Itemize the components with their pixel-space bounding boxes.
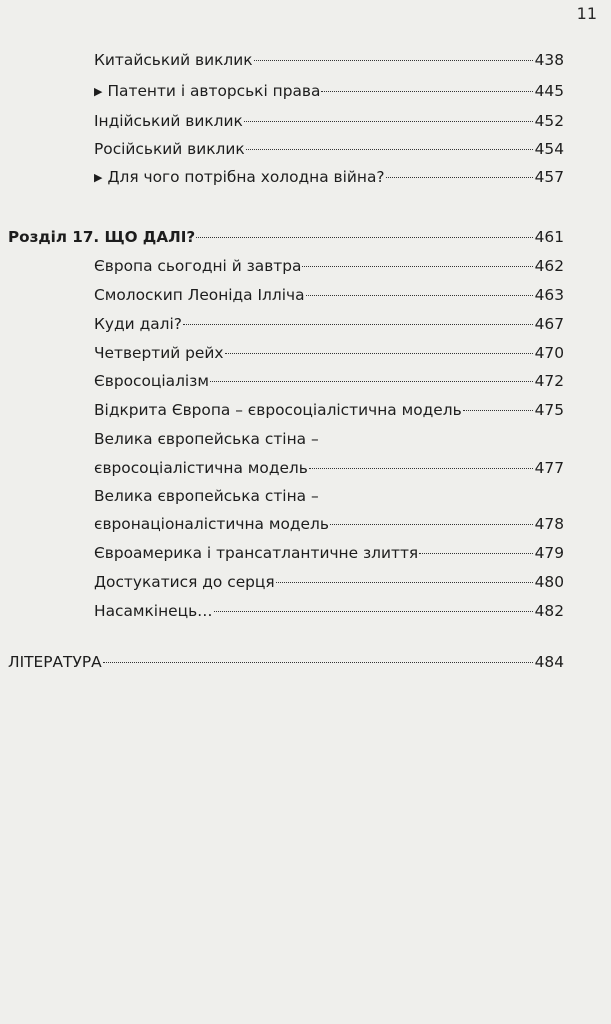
entry-page: 472 xyxy=(534,372,564,390)
dot-leader xyxy=(463,410,533,411)
entry-page: 479 xyxy=(534,544,564,562)
dot-leader xyxy=(386,177,533,178)
entry-page: 475 xyxy=(534,401,564,419)
toc-entry[interactable] xyxy=(94,111,564,131)
entry-page: 462 xyxy=(534,257,564,275)
entry-page: 477 xyxy=(534,459,564,477)
entry-page: 438 xyxy=(534,51,564,69)
entry-page: 445 xyxy=(534,82,564,100)
entry-title: ЛІТЕРАТУРА xyxy=(8,653,102,671)
entry-title: Смолоскип Леоніда Ілліча xyxy=(94,286,305,304)
toc-entry[interactable] xyxy=(94,50,564,70)
entry-title: Патенти і авторські права xyxy=(107,82,321,100)
triangle-right-icon: ▶ xyxy=(94,85,103,98)
entry-page: 480 xyxy=(534,573,564,591)
toc-entry[interactable] xyxy=(94,167,564,189)
toc-entry[interactable] xyxy=(94,314,564,334)
dot-leader xyxy=(419,553,532,554)
entry-title: Четвертий рейх xyxy=(94,344,224,362)
dot-leader xyxy=(330,524,533,525)
dot-leader xyxy=(246,149,533,150)
entry-title: Індійський виклик xyxy=(94,112,243,130)
dot-leader xyxy=(196,237,532,238)
entry-title: євронаціоналістична модель xyxy=(94,515,329,533)
dot-leader xyxy=(309,468,533,469)
toc-entry[interactable] xyxy=(94,256,564,276)
entry-page: 482 xyxy=(534,602,564,620)
entry-title: Відкрита Європа – євросоціалістична модель xyxy=(94,401,462,419)
dot-leader xyxy=(321,91,532,92)
entry-page: 484 xyxy=(534,653,564,671)
toc-entry[interactable] xyxy=(94,139,564,159)
entry-page: 454 xyxy=(534,140,564,158)
dot-leader xyxy=(225,353,533,354)
toc-entry[interactable] xyxy=(94,371,564,391)
entry-title: Китайський виклик xyxy=(94,51,253,69)
toc-entry[interactable] xyxy=(94,400,564,420)
entry-title: Для чого потрібна холодна війна? xyxy=(107,168,385,186)
entry-title: Куди далі? xyxy=(94,315,182,333)
dot-leader xyxy=(306,295,533,296)
entry-page: 470 xyxy=(534,344,564,362)
entry-page: 478 xyxy=(534,515,564,533)
dot-leader xyxy=(183,324,533,325)
dot-leader xyxy=(254,60,533,61)
entry-page: 463 xyxy=(534,286,564,304)
toc-entry[interactable] xyxy=(94,458,564,478)
toc-entry[interactable] xyxy=(94,81,564,103)
entry-page: 452 xyxy=(534,112,564,130)
triangle-right-icon: ▶ xyxy=(94,171,103,184)
entry-title: Європа сьогодні й завтра xyxy=(94,257,302,275)
entry-title: Насамкінець… xyxy=(94,602,213,620)
chapter-title: Розділ 17. ЩО ДАЛІ? xyxy=(8,228,196,246)
page-number: 11 xyxy=(576,4,597,23)
toc-entry[interactable] xyxy=(94,343,564,363)
entry-title: Російський виклик xyxy=(94,140,245,158)
dot-leader xyxy=(214,611,533,612)
toc-entry[interactable] xyxy=(94,543,564,563)
entry-title: євросоціалістична модель xyxy=(94,459,308,477)
entry-page: 457 xyxy=(534,168,564,186)
entry-title: Євроамерика і трансатлантичне злиття xyxy=(94,544,419,562)
entry-page: 467 xyxy=(534,315,564,333)
toc-entry[interactable] xyxy=(94,514,564,534)
entry-title: Достукатися до серця xyxy=(94,573,275,591)
dot-leader xyxy=(276,582,533,583)
toc-entry[interactable] xyxy=(94,285,564,305)
entry-title: Євросоціалізм xyxy=(94,372,209,390)
toc-entry[interactable] xyxy=(94,572,564,592)
dot-leader xyxy=(244,121,533,122)
entry-title-line1: Велика європейська стіна – xyxy=(94,487,319,505)
toc-entry[interactable] xyxy=(94,601,564,621)
chapter-entry[interactable] xyxy=(8,227,564,247)
entry-title-line1: Велика європейська стіна – xyxy=(94,430,319,448)
dot-leader xyxy=(210,381,533,382)
entry-page: 461 xyxy=(534,228,564,246)
dot-leader xyxy=(302,266,532,267)
dot-leader xyxy=(103,662,533,663)
bibliography-entry[interactable] xyxy=(8,652,564,672)
